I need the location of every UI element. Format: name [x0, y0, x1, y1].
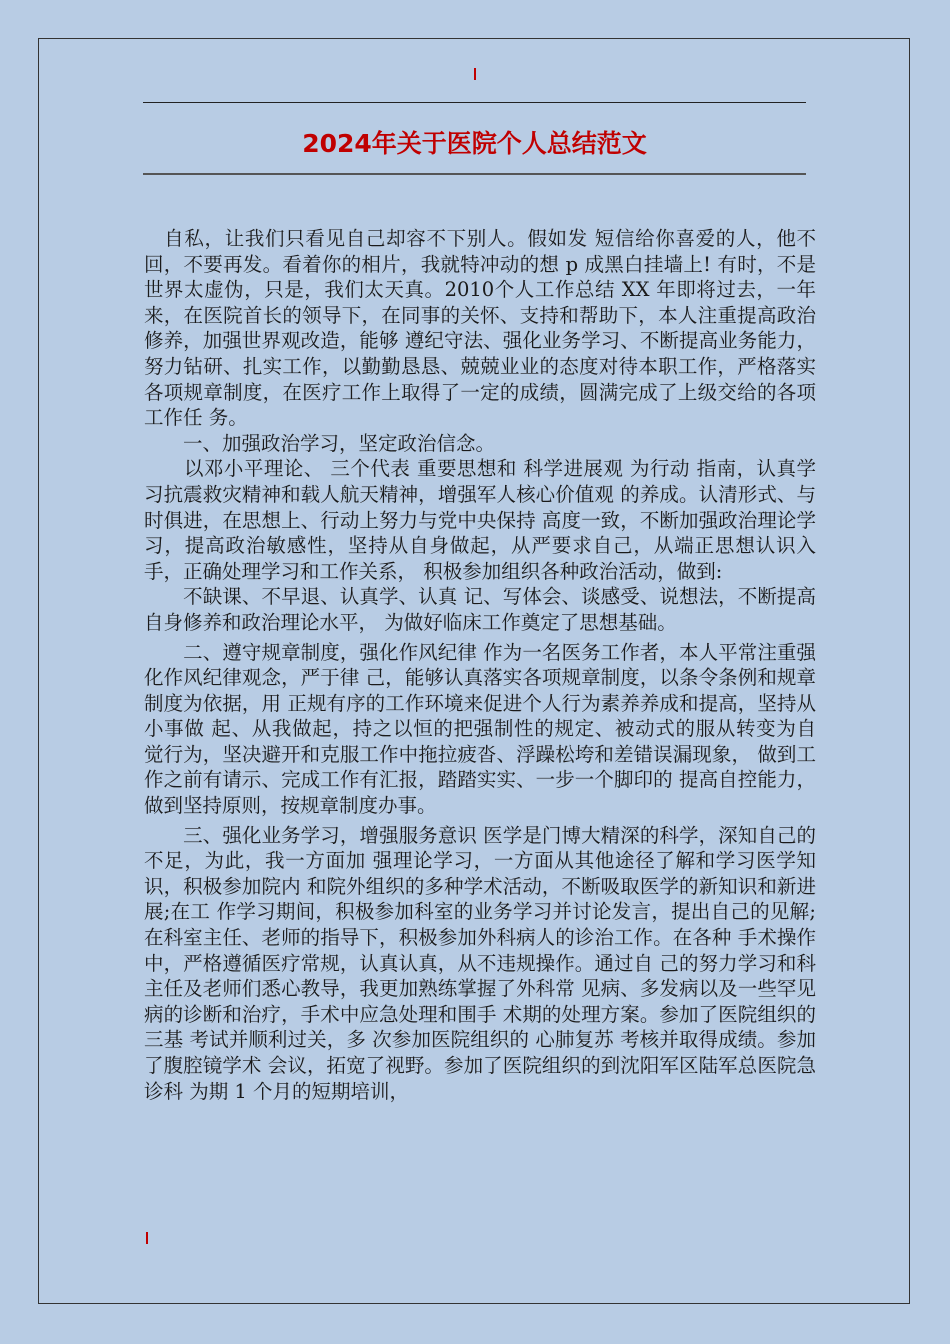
paragraph-rules-discipline: 二、遵守规章制度，强化作风纪律 作为一名医务工作者，本人平常注重强化作风纪律观念，严于律 己，能够认真落实各项规章制度，以条令条例和规章制度为依据，用 正规有序的工作环境来促进个人行为素养养成和提高，坚持从小事做 起、从我做起，持之以恒的把强制性的规定、被动式的服从转变为自 觉行为，坚决避开和克服工作中拖拉疲沓、浮躁松垮和差错误漏现象， 做到工作之前有请示、完成工作有汇报，踏踏实实、一步一个脚印的 提高自控能力，做到坚持原则，按规章制度办事。	[144, 640, 816, 818]
top-margin-mark	[474, 68, 476, 80]
header-rule-top	[143, 102, 806, 103]
section-heading-1: 一、加强政治学习，坚定政治信念。	[144, 431, 496, 455]
paragraph-attendance: 不缺课、不早退、认真学、认真 记、写体会、谈感受、说想法，不断提高自身修养和政治理论水平， 为做好临床工作奠定了思想基础。	[144, 585, 816, 634]
paragraph-political-study: 以邓小平理论、 三个代表 重要思想和 科学进展观 为行动 指南，认真学习抗震救灾精神和载人航天精神，增强军人核心价值观 的养成。认清形式、与时俱进，在思想上、行动上努力与党中央保持 高度一致，不断加强政治理论学习，提高政治敏感性，坚持从自身做起，从严要求自己，从端正思想认识入手，正确处理学习和工作关系， 积极参加组织各种政治活动，做到:	[144, 457, 816, 583]
paragraph-professional-study: 三、强化业务学习，增强服务意识 医学是门博大精深的科学，深知自己的不足，为此，我一方面加 强理论学习，一方面从其他途径了解和学习医学知识，积极参加院内 和院外组织的多种学术活动，不断吸取医学的新知识和新进展;在工 作学习期间，积极参加科室的业务学习并讨论发言，提出自己的见解; 在科室主任、老师的指导下，积极参加外科病人的诊治工作。在各种 手术操作中，严格遵循医疗常规，认真认真，从不违规操作。通过自 己的努力学习和科主任及老师们悉心教导，我更加熟练掌握了外科常 见病、多发病以及一些罕见病的诊断和治疗，手术中应急处理和围手 术期的处理方案。参加了医院组织的 三基 考试并顺利过关，多 次参加医院组织的 心肺复苏 考核并取得成绩。参加了腹腔镜学术 会议，拓宽了视野。参加了医院组织的到沈阳军区陆军总医院急诊科 为期 1 个月的短期培训，	[144, 823, 816, 1103]
document-body	[144, 226, 816, 1104]
bottom-margin-mark	[146, 1232, 148, 1244]
document-title: 2024年关于医院个人总结范文	[302, 129, 647, 158]
paragraph-intro: 自私，让我们只看见自己却容不下别人。假如发 短信给你喜爱的人，他不回，不要再发。看着你的相片，我就特冲动的想 p 成黑白挂墙上! 有时，不是世界太虚伪，只是，我们太天真。2010个人工作总结 XX 年即将过去，一年来，在医院首长的领导下，在同事的关怀、支持和帮助下，本人注重提高政治修养，加强世界观改造，能够 遵纪守法、强化业务学习、不断提高业务能力，努力钻研、扎实工作，以勤勤恳恳、兢兢业业的态度对待本职工作，严格落实各项规章制度，在医疗工作上取得了一定的成绩，圆满完成了上级交给的各项工作任 务。	[144, 227, 816, 430]
header-rule-bottom	[143, 173, 806, 175]
